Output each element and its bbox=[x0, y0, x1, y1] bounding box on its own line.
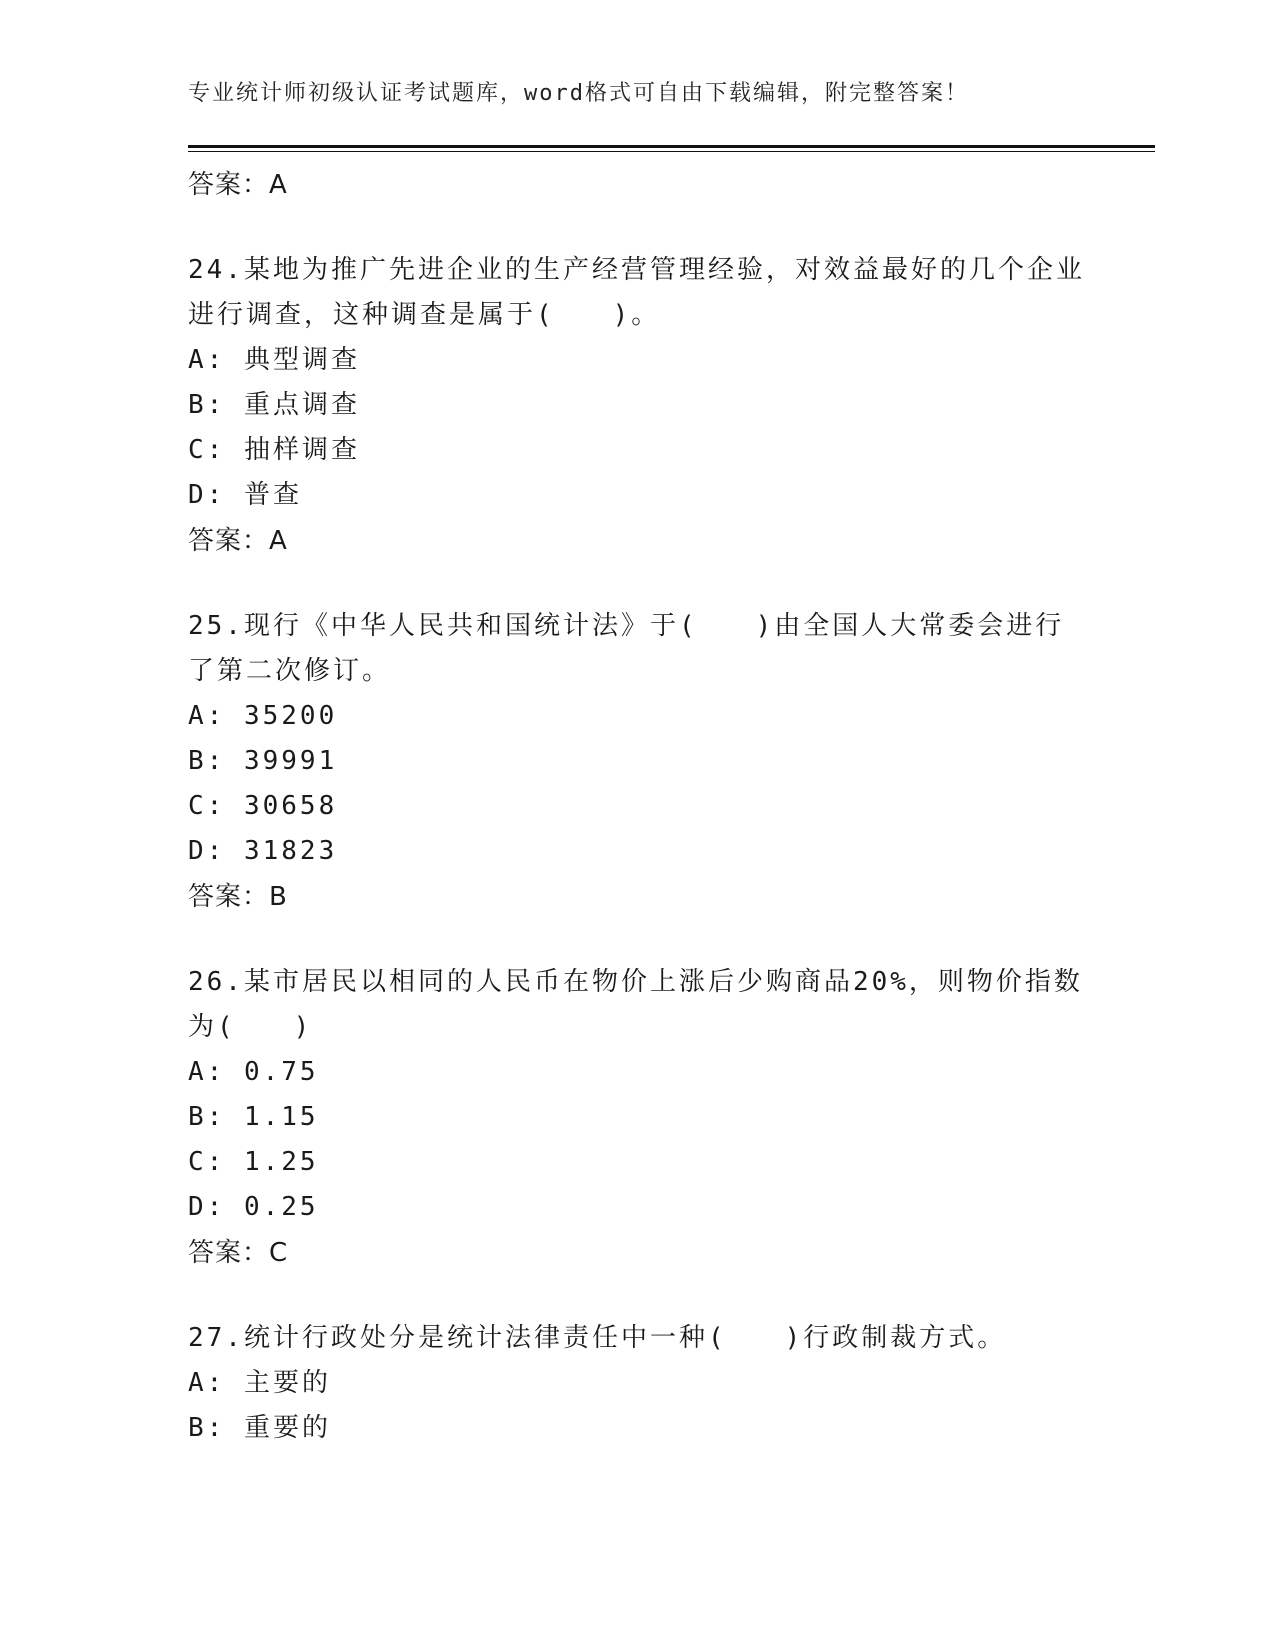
question-25 bbox=[188, 604, 1088, 920]
question-text: 27.统计行政处分是统计法律责任中一种( )行政制裁方式。 bbox=[188, 1323, 1007, 1353]
header-divider-thin bbox=[188, 151, 1155, 152]
option-a: A: 0.75 bbox=[188, 1057, 319, 1087]
answer-line: 答案：B bbox=[188, 882, 288, 912]
option-d: D: 0.25 bbox=[188, 1192, 319, 1222]
option-c: C: 30658 bbox=[188, 791, 338, 821]
option-b: B: 重点调查 bbox=[188, 390, 360, 420]
answer-line: 答案：A bbox=[188, 170, 288, 200]
question-24 bbox=[188, 248, 1088, 564]
answer-line: 答案：A bbox=[188, 526, 288, 556]
question-text: 24.某地为推广先进企业的生产经营管理经验，对效益最好的几个企业进行调查，这种调查是属于( )。 bbox=[188, 255, 1085, 330]
option-a: A: 典型调查 bbox=[188, 345, 360, 375]
option-b: B: 1.15 bbox=[188, 1102, 319, 1132]
option-c: C: 抽样调查 bbox=[188, 435, 360, 465]
option-d: D: 31823 bbox=[188, 836, 338, 866]
question-text: 26.某市居民以相同的人民币在物价上涨后少购商品20%，则物价指数为( ) bbox=[188, 967, 1083, 1042]
option-a: A: 主要的 bbox=[188, 1368, 331, 1398]
question-text: 25.现行《中华人民共和国统计法》于( )由全国人大常委会进行了第二次修订。 bbox=[188, 611, 1065, 686]
option-b: B: 重要的 bbox=[188, 1413, 331, 1443]
option-a: A: 35200 bbox=[188, 701, 338, 731]
question-26 bbox=[188, 960, 1088, 1276]
answer-line: 答案：C bbox=[188, 1238, 289, 1268]
option-c: C: 1.25 bbox=[188, 1147, 319, 1177]
header-divider-thick bbox=[188, 145, 1155, 148]
option-b: B: 39991 bbox=[188, 746, 338, 776]
option-d: D: 普查 bbox=[188, 480, 302, 510]
question-list bbox=[188, 162, 1088, 1451]
page-header: 专业统计师初级认证考试题库，word格式可自由下载编辑，附完整答案！ bbox=[188, 81, 969, 106]
question-27 bbox=[188, 1316, 1088, 1451]
